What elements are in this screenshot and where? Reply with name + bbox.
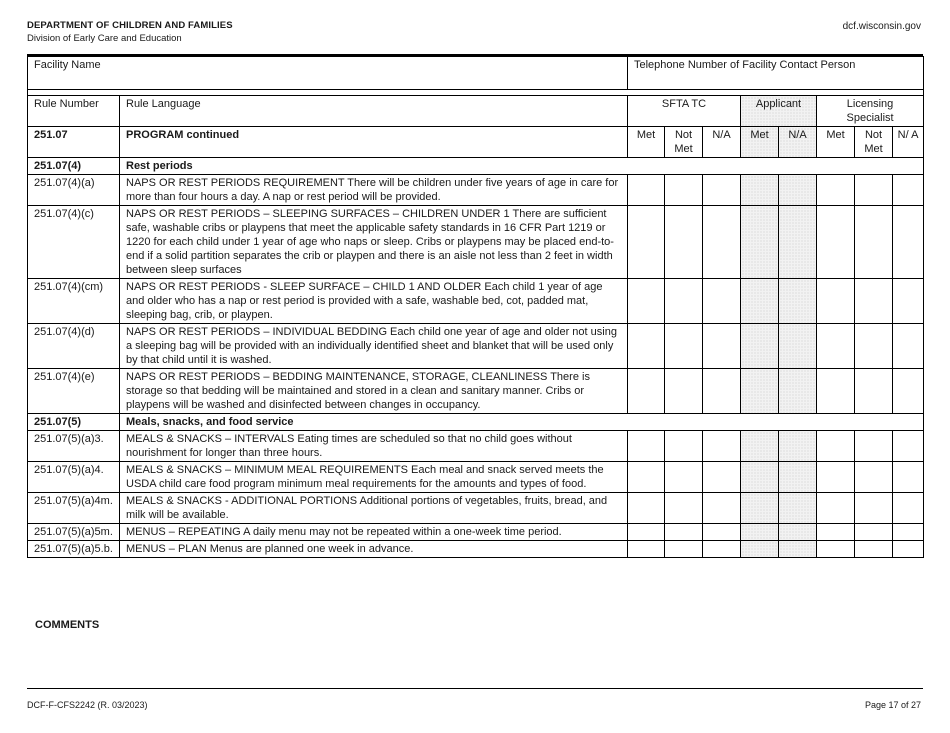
applicant-met-cell[interactable] <box>741 324 779 369</box>
rule-row <box>28 206 924 279</box>
ls-na-cell[interactable] <box>893 206 924 279</box>
rule-number: 251.07(5)(a)5m. <box>28 524 120 541</box>
rule-rows <box>28 158 924 558</box>
applicant-na-cell[interactable] <box>779 175 817 206</box>
ls-na-cell[interactable] <box>893 524 924 541</box>
applicant-na-cell[interactable] <box>779 541 817 558</box>
rule-number: 251.07(5)(a)3. <box>28 431 120 462</box>
rule-text: MEALS & SNACKS – INTERVALS Eating times are scheduled so that no child goes without nourishment for longer than three hours. <box>120 431 628 462</box>
rule-number: 251.07(5)(a)4. <box>28 462 120 493</box>
ls-met-cell[interactable] <box>817 206 855 279</box>
facility-name-field[interactable] <box>28 57 628 90</box>
rule-number: 251.07(4)(a) <box>28 175 120 206</box>
program-number: 251.07 <box>28 127 120 158</box>
sfta-met-cell[interactable] <box>628 524 665 541</box>
ls-not-met-cell[interactable] <box>855 431 893 462</box>
sfta-not-met-cell[interactable] <box>665 541 703 558</box>
applicant-met-cell[interactable] <box>741 462 779 493</box>
ls-met-cell[interactable] <box>817 431 855 462</box>
rule-text: MENUS – REPEATING A daily menu may not be repeated within a one-week time period. <box>120 524 628 541</box>
sfta-not-met-cell[interactable] <box>665 324 703 369</box>
applicant-na-cell[interactable] <box>779 493 817 524</box>
sfta-na-cell[interactable] <box>703 431 741 462</box>
ls-met-cell[interactable] <box>817 524 855 541</box>
ls-met-cell[interactable] <box>817 324 855 369</box>
sfta-not-met-cell[interactable] <box>665 206 703 279</box>
ls-not-met-cell[interactable] <box>855 541 893 558</box>
sfta-met-cell[interactable] <box>628 369 665 414</box>
sfta-not-met-cell[interactable] <box>665 524 703 541</box>
applicant-na-cell[interactable] <box>779 206 817 279</box>
ls-na-cell[interactable] <box>893 493 924 524</box>
applicant-met-cell[interactable] <box>741 541 779 558</box>
sfta-na-cell[interactable] <box>703 175 741 206</box>
rule-row <box>28 175 924 206</box>
sfta-na-header: N/A <box>703 127 741 158</box>
applicant-met-cell[interactable] <box>741 206 779 279</box>
column-group-header <box>28 96 924 127</box>
section-number: 251.07(5) <box>28 414 120 431</box>
ls-na-cell[interactable] <box>893 324 924 369</box>
rule-number: 251.07(4)(c) <box>28 206 120 279</box>
applicant-met-cell[interactable] <box>741 175 779 206</box>
ls-not-met-cell[interactable] <box>855 493 893 524</box>
facility-row <box>28 57 924 90</box>
sfta-na-cell[interactable] <box>703 541 741 558</box>
sfta-met-cell[interactable] <box>628 493 665 524</box>
sfta-met-cell[interactable] <box>628 431 665 462</box>
program-row <box>28 127 924 158</box>
applicant-header: Applicant <box>741 96 817 127</box>
sfta-met-cell[interactable] <box>628 279 665 324</box>
sfta-tc-header: SFTA TC <box>628 96 741 127</box>
applicant-na-cell[interactable] <box>779 462 817 493</box>
sfta-not-met-cell[interactable] <box>665 369 703 414</box>
ls-na-cell[interactable] <box>893 431 924 462</box>
rule-row <box>28 431 924 462</box>
rule-number: 251.07(4)(e) <box>28 369 120 414</box>
facility-phone-field[interactable] <box>628 57 924 90</box>
applicant-met-cell[interactable] <box>741 431 779 462</box>
section-header-row <box>28 414 924 431</box>
sfta-not-met-cell[interactable] <box>665 279 703 324</box>
sfta-not-met-cell[interactable] <box>665 431 703 462</box>
ls-met-cell[interactable] <box>817 462 855 493</box>
section-title: Rest periods <box>120 158 924 175</box>
section-title: Meals, snacks, and food service <box>120 414 924 431</box>
rule-number: 251.07(5)(a)5.b. <box>28 541 120 558</box>
applicant-na-cell[interactable] <box>779 369 817 414</box>
form-id: DCF-F-CFS2242 (R. 03/2023) <box>27 700 148 710</box>
section-number: 251.07(4) <box>28 158 120 175</box>
sfta-na-cell[interactable] <box>703 279 741 324</box>
ls-not-met-cell[interactable] <box>855 524 893 541</box>
facility-name-label: Facility Name <box>34 59 101 71</box>
rule-text: MEALS & SNACKS – MINIMUM MEAL REQUIREMENTS Each meal and snack served meets the USDA child care food program minimum meal requirements for the amounts and types of food. <box>120 462 628 493</box>
applicant-met-cell[interactable] <box>741 493 779 524</box>
ls-not-met-header: Not Met <box>855 127 893 158</box>
rule-text: MEALS & SNACKS - ADDITIONAL PORTIONS Additional portions of vegetables, fruits, bread, and milk will be available. <box>120 493 628 524</box>
rule-number: 251.07(4)(d) <box>28 324 120 369</box>
licensing-specialist-header: Licensing Specialist <box>817 96 924 127</box>
ls-met-cell[interactable] <box>817 369 855 414</box>
sfta-not-met-header: Not Met <box>665 127 703 158</box>
division-name: Division of Early Care and Education <box>27 33 182 44</box>
rule-number-header: Rule Number <box>28 96 120 127</box>
applicant-na-cell[interactable] <box>779 324 817 369</box>
sfta-na-cell[interactable] <box>703 206 741 279</box>
rule-text: NAPS OR REST PERIODS - SLEEP SURFACE – CHILD 1 AND OLDER Each child 1 year of age and older who has a nap or rest period is provided with a safe, washable bed, cot, padded mat, sleeping bag, crib, or playpen. <box>120 279 628 324</box>
applicant-met-header: Met <box>741 127 779 158</box>
section-header-row <box>28 158 924 175</box>
website-link[interactable]: dcf.wisconsin.gov <box>842 21 921 32</box>
rule-row <box>28 324 924 369</box>
sfta-met-header: Met <box>628 127 665 158</box>
ls-na-cell[interactable] <box>893 541 924 558</box>
sfta-met-cell[interactable] <box>628 541 665 558</box>
rule-number: 251.07(5)(a)4m. <box>28 493 120 524</box>
ls-na-header: N/ A <box>893 127 924 158</box>
ls-met-cell[interactable] <box>817 493 855 524</box>
rule-row <box>28 524 924 541</box>
rule-number: 251.07(4)(cm) <box>28 279 120 324</box>
ls-na-cell[interactable] <box>893 369 924 414</box>
facility-phone-label: Telephone Number of Facility Contact Person <box>634 59 856 71</box>
sfta-na-cell[interactable] <box>703 493 741 524</box>
document-header <box>27 19 233 45</box>
ls-not-met-cell[interactable] <box>855 279 893 324</box>
ls-not-met-cell[interactable] <box>855 462 893 493</box>
applicant-na-header: N/A <box>779 127 817 158</box>
ls-met-cell[interactable] <box>817 175 855 206</box>
sfta-na-cell[interactable] <box>703 524 741 541</box>
rule-text: NAPS OR REST PERIODS – INDIVIDUAL BEDDING Each child one year of age and older not using a sleeping bag will be provided with an individually identified sheet and blanket that will be used only by that child until it is washed. <box>120 324 628 369</box>
department-name: DEPARTMENT OF CHILDREN AND FAMILIES <box>27 20 233 31</box>
applicant-na-cell[interactable] <box>779 524 817 541</box>
applicant-na-cell[interactable] <box>779 279 817 324</box>
sfta-met-cell[interactable] <box>628 206 665 279</box>
rule-row <box>28 369 924 414</box>
sfta-na-cell[interactable] <box>703 324 741 369</box>
applicant-met-cell[interactable] <box>741 369 779 414</box>
sfta-met-cell[interactable] <box>628 175 665 206</box>
rule-text: MENUS – PLAN Menus are planned one week in advance. <box>120 541 628 558</box>
comments-label: COMMENTS <box>35 619 100 631</box>
footer-divider <box>27 688 923 689</box>
sfta-not-met-cell[interactable] <box>665 175 703 206</box>
rule-text: NAPS OR REST PERIODS – BEDDING MAINTENANCE, STORAGE, CLEANLINESS There is storage so that bedding will be maintained and stored in a clean and sanitary manner. Cribs or playpens will be washed and disinfected between changes in occupancy. <box>120 369 628 414</box>
ls-met-cell[interactable] <box>817 541 855 558</box>
rule-language-header: Rule Language <box>120 96 628 127</box>
rule-row <box>28 493 924 524</box>
program-title: PROGRAM continued <box>120 127 628 158</box>
sfta-na-cell[interactable] <box>703 369 741 414</box>
sfta-met-cell[interactable] <box>628 462 665 493</box>
sfta-na-cell[interactable] <box>703 462 741 493</box>
rule-row <box>28 541 924 558</box>
ls-na-cell[interactable] <box>893 462 924 493</box>
ls-not-met-cell[interactable] <box>855 206 893 279</box>
applicant-met-cell[interactable] <box>741 279 779 324</box>
page-number: Page 17 of 27 <box>864 700 921 710</box>
applicant-met-cell[interactable] <box>741 524 779 541</box>
ls-na-cell[interactable] <box>893 279 924 324</box>
ls-not-met-cell[interactable] <box>855 175 893 206</box>
rule-row <box>28 279 924 324</box>
ls-na-cell[interactable] <box>893 175 924 206</box>
sfta-met-cell[interactable] <box>628 324 665 369</box>
rule-text: NAPS OR REST PERIODS REQUIREMENT There will be children under five years of age in care for more than four hours a day. A nap or rest period will be provided. <box>120 175 628 206</box>
checklist-table <box>27 56 924 558</box>
rule-row <box>28 462 924 493</box>
sfta-not-met-cell[interactable] <box>665 493 703 524</box>
ls-met-header: Met <box>817 127 855 158</box>
sfta-not-met-cell[interactable] <box>665 462 703 493</box>
ls-met-cell[interactable] <box>817 279 855 324</box>
applicant-na-cell[interactable] <box>779 431 817 462</box>
ls-not-met-cell[interactable] <box>855 369 893 414</box>
ls-not-met-cell[interactable] <box>855 324 893 369</box>
rule-text: NAPS OR REST PERIODS – SLEEPING SURFACES – CHILDREN UNDER 1 There are sufficient safe, washable cribs or playpens that meet the applicable safety standards in 16 CFR Part 1219 or 1220 for each child under 1 year of age who naps or sleep. Cribs or playpens may be placed end-to-end if a solid partition separates the crib or playpen and there is an aisle not less than 2 feet in width between sleep surfaces <box>120 206 628 279</box>
